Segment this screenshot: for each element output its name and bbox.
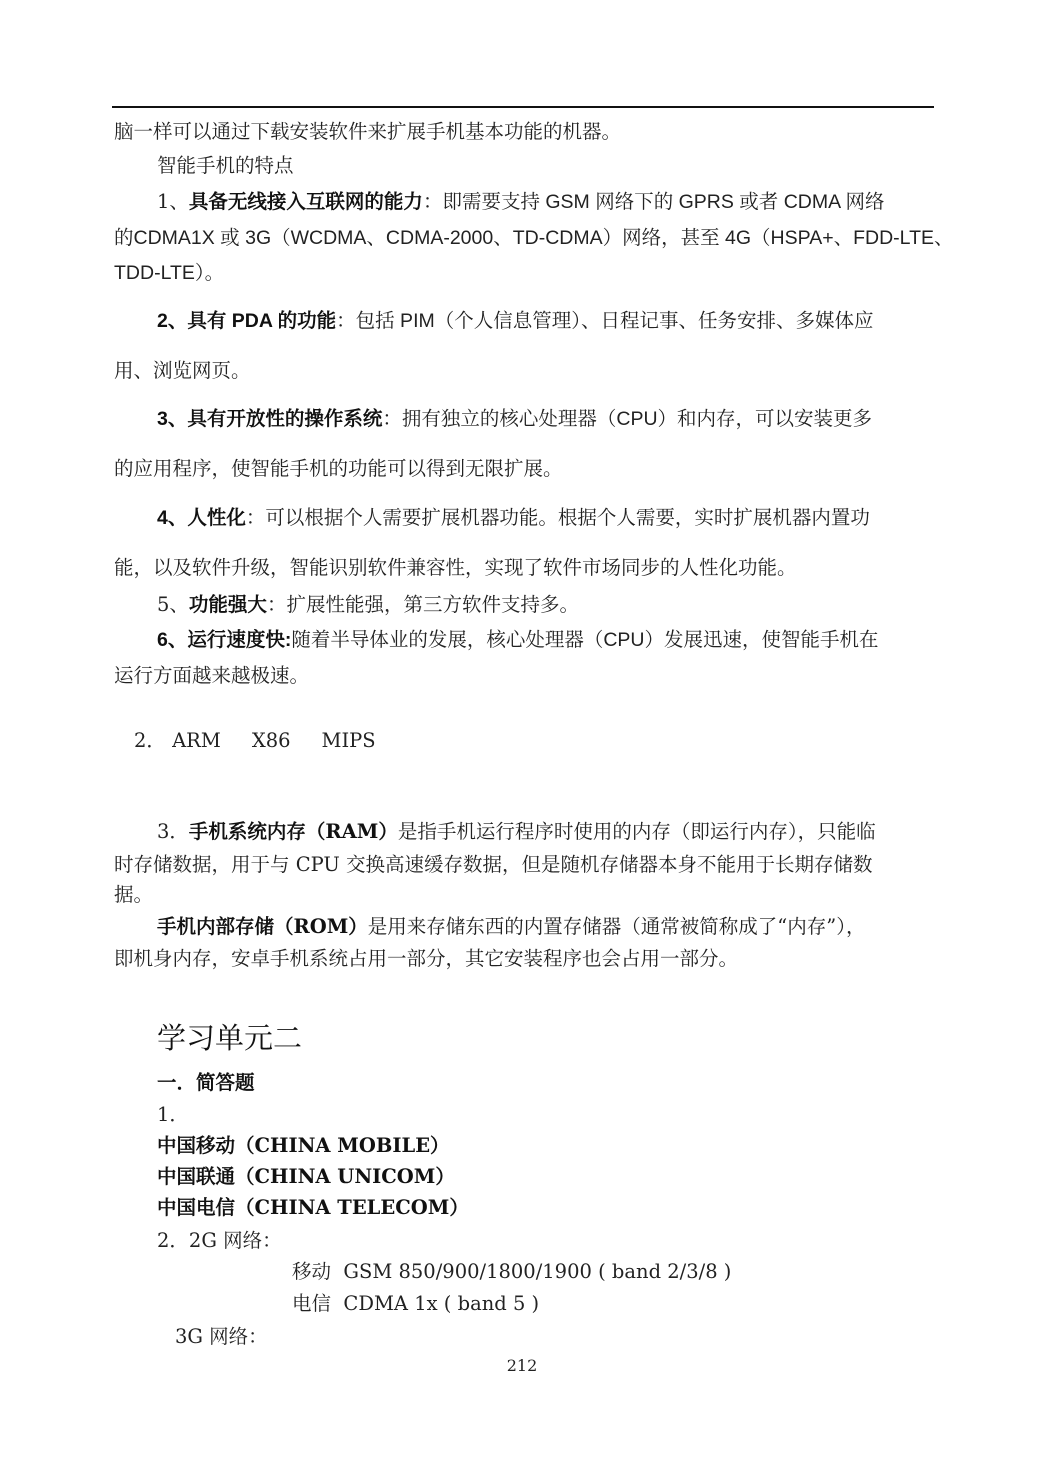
feature-2-title: 2、具有 PDA 的功能 (157, 310, 337, 332)
feature-1-line-1: 1、具备无线接入互联网的能力：即需要支持 GSM 网络下的 GPRS 或者 CDMA 网络 (157, 190, 885, 213)
ram-title: 手机系统内存（RAM） (188, 820, 398, 843)
feature-5: 5、功能强大：扩展性能强，第三方软件支持多。 (157, 593, 579, 616)
paragraph-continuation: 脑一样可以通过下载安装软件来扩展手机基本功能的机器。 (114, 120, 622, 143)
q1-number: 1． (157, 1103, 189, 1126)
q2-answer: 2． ARM X86 MIPS (134, 729, 376, 752)
header-rule (112, 106, 934, 108)
feature-2-line-2: 用、浏览网页。 (114, 359, 251, 382)
page-number: 212 (506, 1356, 538, 1375)
q3-line-1: 3．手机系统内存（RAM）是指手机运行程序时使用的内存（即运行内存），只能临 (157, 820, 876, 843)
feature-6-title: 6、运行速度快: (157, 629, 292, 651)
feature-2-line-1: 2、具有 PDA 的功能：包括 PIM（个人信息管理）、日程记事、任务安排、多媒体应 (157, 310, 874, 332)
q3-line-3: 据。 (114, 883, 154, 906)
carrier-china-unicom: 中国联通（CHINA UNICOM） (157, 1165, 455, 1188)
section-title: 一．简答题 (157, 1071, 255, 1094)
feature-3-line-2: 的应用程序，使智能手机的功能可以得到无限扩展。 (114, 457, 563, 480)
carrier-china-telecom: 中国电信（CHINA TELECOM） (157, 1196, 469, 1219)
feature-1-title: 具备无线接入互联网的能力 (188, 191, 423, 213)
feature-6-line-1: 6、运行速度快:随着半导体业的发展，核心处理器（CPU）发展迅速，使智能手机在 (157, 629, 879, 651)
carrier-china-mobile: 中国移动（CHINA MOBILE） (157, 1134, 450, 1157)
rom-line-2: 即机身内存，安卓手机系统占用一部分，其它安装程序也会占用一部分。 (114, 947, 739, 970)
net-2g-label: 2．2G 网络： (157, 1229, 282, 1252)
feature-1-line-2: 的CDMA1X 或 3G（WCDMA、CDMA-2000、TD-CDMA）网络，甚至 4G（HSPA+、FDD-LTE、 (114, 227, 954, 249)
unit-title: 学习单元二 (157, 1021, 303, 1055)
net-2g-item-mobile: 移动 GSM 850/900/1800/1900 ( band 2/3/8 ) (292, 1260, 732, 1283)
q3-line-2: 时存储数据，用于与 CPU 交换高速缓存数据，但是随机存储器本身不能用于长期存储数 (114, 853, 873, 876)
feature-5-title: 功能强大 (188, 593, 267, 616)
feature-4-title: 4、人性化 (157, 507, 246, 529)
rom-title: 手机内部存储（ROM） (157, 915, 368, 938)
rom-line-1: 手机内部存储（ROM）是用来存储东西的内置存储器（通常被简称成了“内存”）， (157, 915, 866, 938)
net-2g-item-telecom: 电信 CDMA 1x ( band 5 ) (292, 1292, 540, 1315)
feature-4-line-1: 4、人性化：可以根据个人需要扩展机器功能。根据个人需要，实时扩展机器内置功 (157, 507, 870, 529)
net-3g-label: 3G 网络： (175, 1325, 268, 1348)
feature-4-line-2: 能，以及软件升级，智能识别软件兼容性，实现了软件市场同步的人性化功能。 (114, 556, 797, 579)
features-title: 智能手机的特点 (157, 154, 294, 177)
feature-3-line-1: 3、具有开放性的操作系统：拥有独立的核心处理器（CPU）和内存，可以安装更多 (157, 408, 873, 430)
feature-1-line-3: TDD-LTE）。 (114, 262, 225, 284)
feature-3-title: 3、具有开放性的操作系统 (157, 408, 383, 430)
feature-6-line-2: 运行方面越来越极速。 (114, 664, 310, 687)
